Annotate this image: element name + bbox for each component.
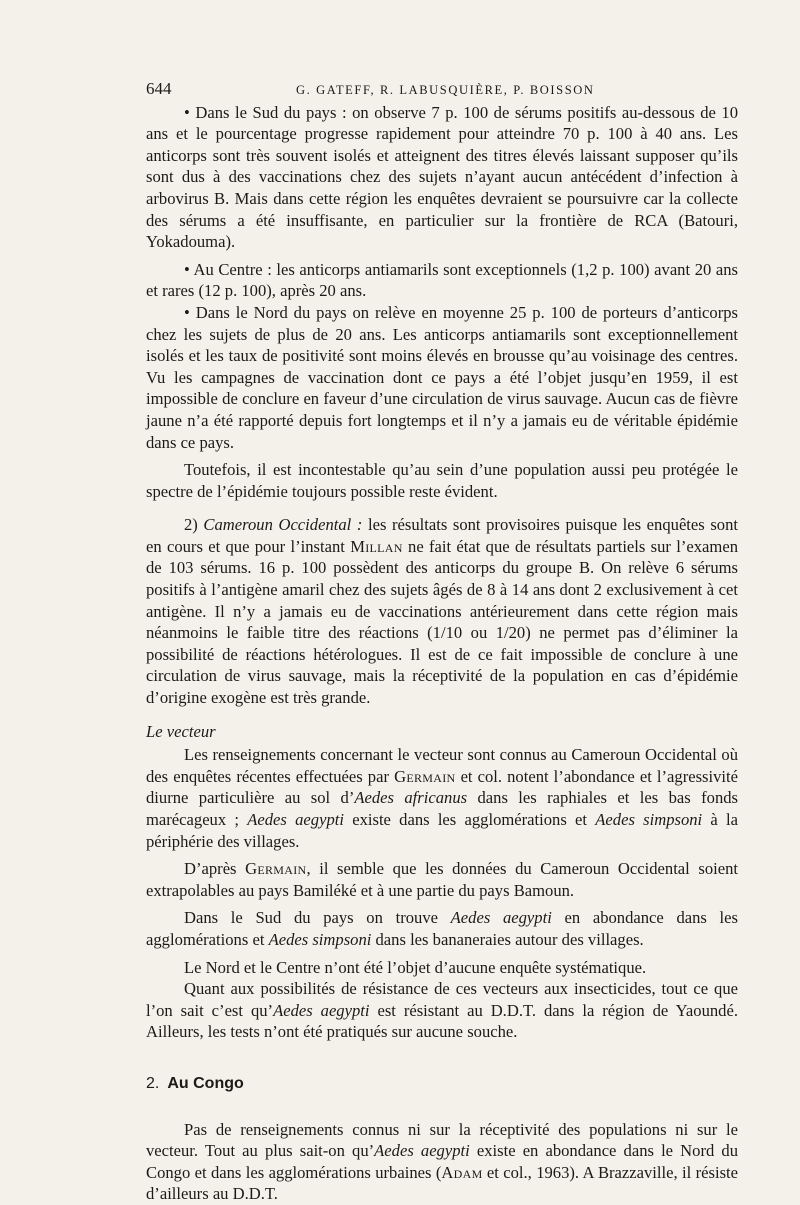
text-run: est résistant au D.D.T. dans la région de Yaoundé. Ailleurs, les tests n’ont été pratiqués sur aucune souche. [146,1000,738,1042]
species-name: Aedes aegypti [374,1141,470,1161]
paragraph-resistance [146,978,738,1043]
paragraph-centre: • Au Centre : les anticorps antiamarils sont exceptionnels (1,2 p. 100) avant 20 ans et rares (12 p. 100), après 20 ans. [146,259,738,301]
region-name: Cameroun Occidental : [203,515,363,535]
text-run: les résultats sont provisoires puisque les enquêtes sont en cours et que pour l’instant [146,515,738,556]
paragraph-nord: • Dans le Nord du pays on relève en moyenne 25 p. 100 de porteurs d’anticorps chez les sujets de plus de 20 ans. Les anticorps antiamarils sont exceptionnellement isolés et les taux de positivité sont moins élevés en brousse qu’au voisinage des centres. Vu les campagnes de vaccination dont ce pays a été l’objet jusqu’en 1959, il est impossible de conclure en faveur d’une circulation de virus sauvage. Aucun cas de fièvre jaune n’a été rapporté depuis fort longtemps et il n’y a jamais eu de véritable épidémie dans ce pays. [146,302,738,452]
running-title: G. GATEFF, R. LABUSQUIÈRE, P. BOISSON [296,83,595,97]
text-run: dans les raphiales et les bas fonds marécageux ; [146,788,739,829]
paragraph-sud: • Dans le Sud du pays : on observe 7 p. 100 de sérums positifs au-dessous de 10 ans et le pourcentage progresse rapidement pour atteindre 70 p. 100 à 40 ans. Les anticorps sont très souvent isolés et atteignent des titres élevés laissant supposer qu’ils sont dus à des vaccinations chez des sujets n’ayant aucun antécédent d’infection à arbovirus B. Mais dans cette région les enquêtes devraient se poursuivre car la collecte des sérums a été insuffisante, en particulier sur la frontière de RCA (Batouri, Yokadouma). [146,102,738,252]
text-run: Pas de renseignements connus ni sur la réceptivité des populations ni sur le vecteur. Tout au plus sait-on qu’ [146,1119,738,1161]
species-name: Aedes aegypti [273,1000,370,1020]
subheading-vecteur: Le vecteur [146,721,216,741]
paragraph-cameroun-occidental [146,514,738,708]
text-run: ne fait état que de résultats partiels sur l’examen de 103 sérums. 16 p. 100 possèdent des anticorps du groupe B. On relève 6 sérums positifs à l’antigène amaril chez des sujets âgés de 8 à 14 ans dont 2 exclusivement à cet antigène. Il n’y a jamais eu de vaccinations antérieurement dans cette région mais néanmoins le faible titre des réactions (1/10 ou 1/20) ne permet pas d’éliminer la possibilité de réactions hétérologues. Il est de ce fait impossible de conclure à une circulation de virus sauvage, mais la réceptivité de la population en cas d’épidémie d’origine exogène est très grande. [146,536,738,708]
text-run: et col. notent l’abondance et l’agressivité diurne particulière au sol d’ [146,766,738,808]
text-run: D’après [184,859,246,879]
author-name: Millan [350,536,403,556]
species-name: Aedes aegypti [450,908,552,928]
section-number: 2. [146,1074,160,1092]
text-run: Quant aux possibilités de résistance de ces vecteurs aux insecticides, tout ce que l’on sait c’est qu’ [146,979,738,1020]
author-name: Germain [394,766,456,786]
text-run: , il semble que les données du Cameroun Occidental soient extrapolables au pays Bamiléké et à une partie du pays Bamoun. [146,859,738,900]
page-number: 644 [146,79,172,98]
species-name: Aedes aegypti [247,810,344,829]
list-number: 2) [184,515,204,535]
species-name: Aedes simpsoni [595,810,703,829]
text-run: en abondance dans les agglomérations et [146,908,738,949]
author-name: Germain [245,859,307,879]
section-heading-congo [146,1073,738,1095]
paragraph-germain [146,858,738,901]
page-header [146,78,738,102]
author-name: Adam [441,1162,483,1182]
text-run: existe en abondance dans le Nord du Congo et dans les agglomérations urbaines ( [146,1141,738,1182]
paragraph-toutefois: Toutefois, il est incontestable qu’au sein d’une population aussi peu protégée le spectre de l’épidémie toujours possible reste évident. [146,460,738,501]
text-run: dans les bananeraies autour des villages. [371,929,644,949]
section-title: Au Congo [167,1074,244,1092]
paragraph-sud-vecteur [146,907,738,950]
text-run: Les renseignements concernant le vecteur sont connus au Cameroun Occidental où des enquêtes récentes effectuées par [146,745,738,786]
text-run: à la périphérie des villages. [146,810,739,851]
text-run: existe dans les agglomérations et [343,810,596,829]
species-name: Aedes africanus [354,788,468,808]
paragraph-congo [146,1119,738,1205]
paragraph-nord-centre: Le Nord et le Centre n’ont été l’objet d’aucune enquête systématique. [184,957,647,977]
text-run: et col., 1963). A Brazzaville, il résiste d’ailleurs au D.D.T. [146,1162,739,1204]
species-name: Aedes simpsoni [268,929,372,949]
text-run: Dans le Sud du pays on trouve [184,908,451,928]
paragraph-vecteur [146,744,738,852]
page-body [146,78,738,1205]
